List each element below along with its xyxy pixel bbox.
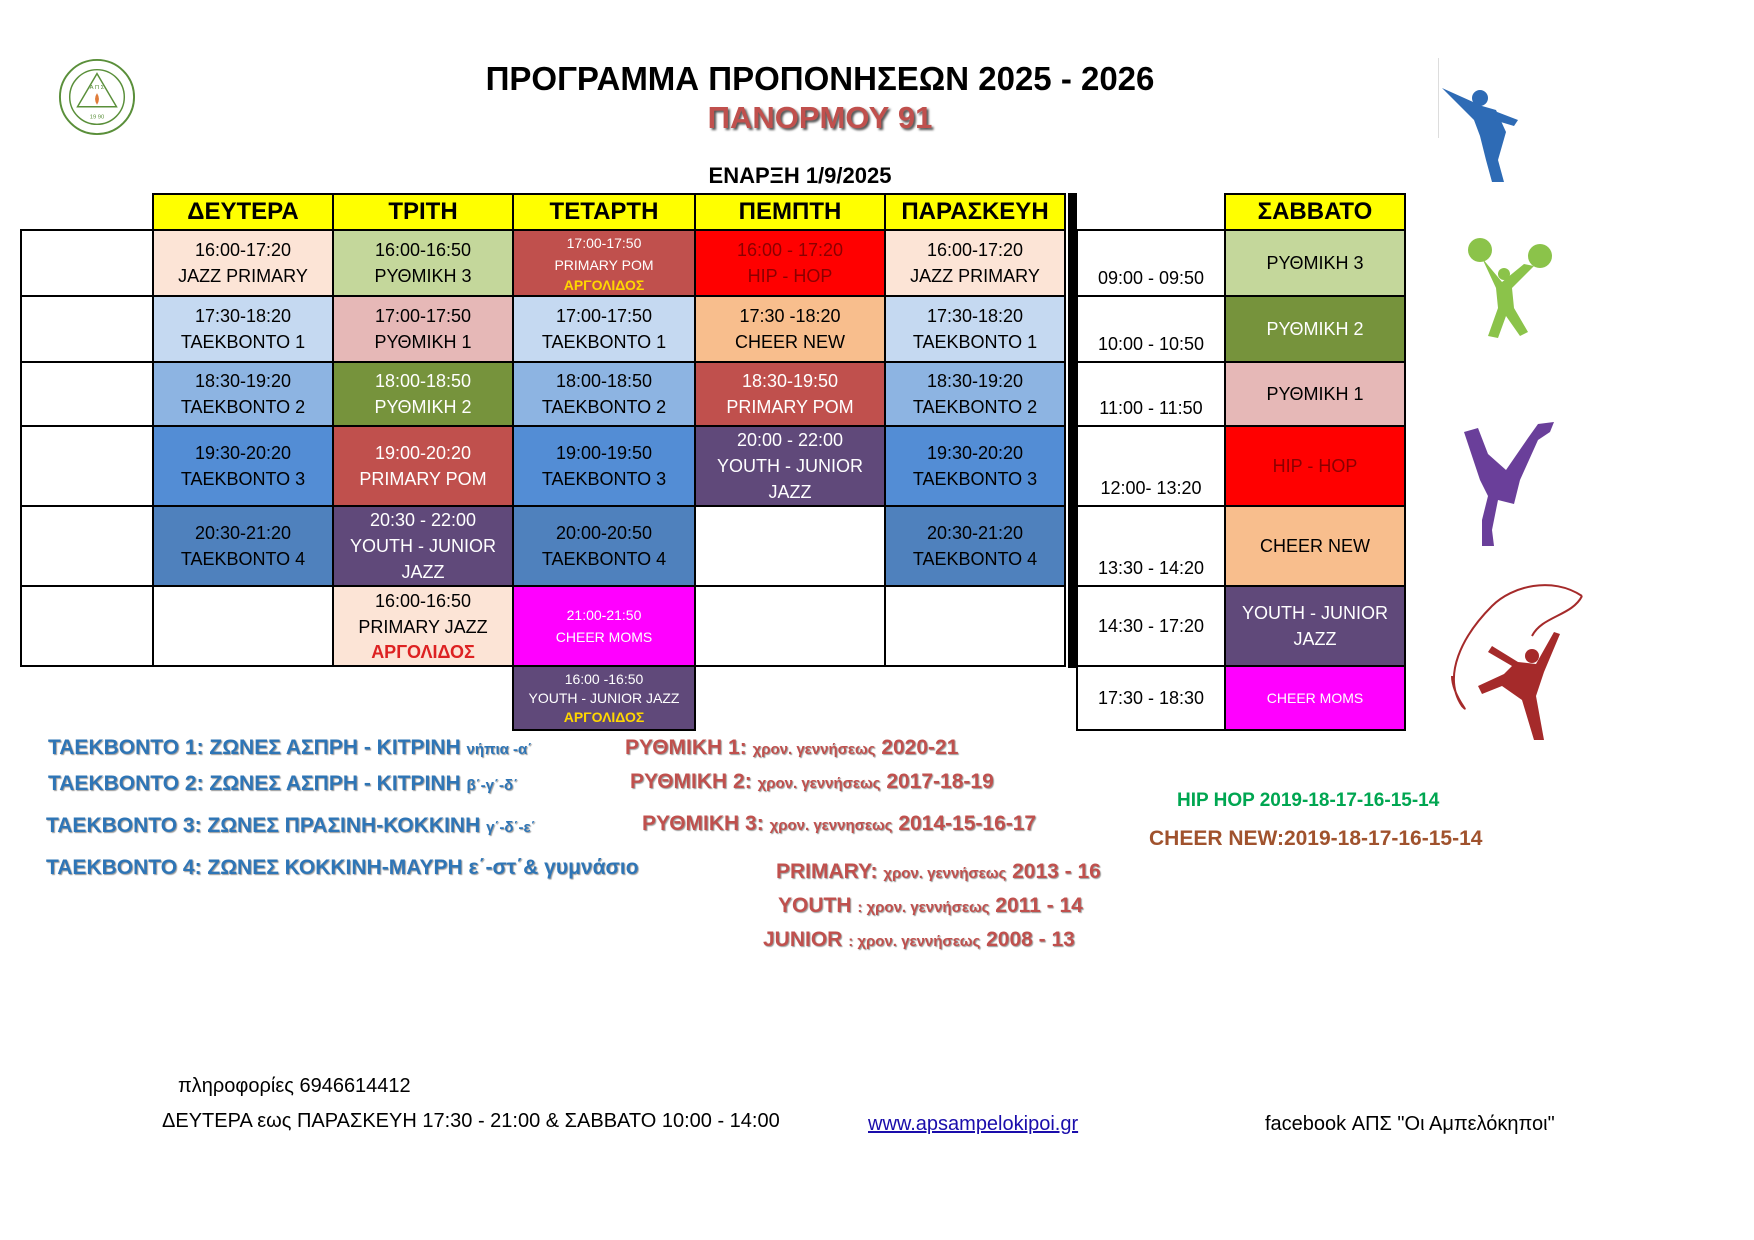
location-note: ΑΡΓΟΛΙΔΟΣ — [563, 277, 645, 293]
day-header-thursday: ΠΕΜΠΤΗ — [694, 193, 886, 231]
legend-cheer-new: CHEER NEW:2019-18-17-16-15-14 — [1149, 827, 1483, 850]
class-time: 18:00-18:50 — [555, 371, 653, 391]
class-time: 19:30-20:20 — [926, 443, 1024, 463]
class-name: YOUTH - JUNIOR — [717, 456, 863, 476]
saturday-time: 10:00 - 10:50 — [1076, 295, 1226, 363]
class-name: ΤΑΕΚΒΟΝΤΟ 3 — [912, 469, 1038, 489]
class-name: PRIMARY POM — [359, 469, 487, 489]
schedule-cell — [694, 425, 886, 507]
saturday-time: 12:00- 13:20 — [1076, 425, 1226, 507]
class-time: 20:00-20:50 — [555, 523, 653, 543]
class-name: YOUTH - JUNIOR JAZZ — [528, 690, 680, 706]
class-time: 17:30-18:20 — [194, 306, 292, 326]
cheerleader-silhouette-icon — [1462, 236, 1554, 340]
row-label — [20, 585, 154, 667]
class-time: 17:00-17:50 — [374, 306, 472, 326]
schedule-cell — [512, 295, 696, 363]
class-name-2: JAZZ — [768, 482, 812, 502]
class-time: 16:00 -16:50 — [564, 671, 644, 687]
class-time: 20:30-21:20 — [926, 523, 1024, 543]
schedule-cell — [332, 295, 514, 363]
class-name: ΡΥΘΜΙΚΗ 1 — [374, 332, 472, 352]
class-name-2: JAZZ — [401, 562, 445, 582]
class-name: ΤΑΕΚΒΟΝΤΟ 3 — [541, 469, 667, 489]
logo-year: 19 90 — [89, 114, 105, 121]
location-note: ΑΡΓΟΛΙΔΟΣ — [371, 642, 475, 662]
class-name-2: JAZZ — [1293, 629, 1337, 649]
class-time: 17:00-17:50 — [566, 235, 642, 251]
row-label — [20, 229, 154, 297]
club-logo — [58, 58, 136, 136]
schedule-cell — [332, 585, 514, 667]
class-time: 17:30-18:20 — [926, 306, 1024, 326]
class-name: ΡΥΘΜΙΚΗ 3 — [374, 266, 472, 286]
schedule-cell — [512, 505, 696, 587]
start-date: ΕΝΑΡΞΗ 1/9/2025 — [708, 163, 892, 188]
row-label — [20, 361, 154, 427]
class-time: 20:30-21:20 — [194, 523, 292, 543]
schedule-cell — [152, 505, 334, 587]
schedule-cell — [152, 229, 334, 297]
saturday-class — [1224, 585, 1406, 667]
schedule-cell — [332, 229, 514, 297]
legend-junior: JUNIOR : χρον. γεννήσεως 2008 - 13 — [763, 928, 1075, 951]
class-name: HIP - HOP — [747, 266, 833, 286]
class-name: ΤΑΕΚΒΟΝΤΟ 2 — [180, 397, 306, 417]
row-label — [20, 505, 154, 587]
saturday-class: ΡΥΘΜΙΚΗ 3 — [1224, 229, 1406, 297]
saturday-time: 17:30 - 18:30 — [1076, 665, 1226, 731]
class-time: 17:00-17:50 — [555, 306, 653, 326]
class-name: CHEER MOMS — [555, 629, 653, 645]
class-name: YOUTH - JUNIOR — [350, 536, 496, 556]
class-time: 20:30 - 22:00 — [369, 510, 477, 530]
row-label — [20, 295, 154, 363]
class-time: 18:30-19:20 — [926, 371, 1024, 391]
schedule-cell-empty — [152, 585, 334, 667]
schedule-cell — [152, 361, 334, 427]
class-time: 16:00-17:20 — [194, 240, 292, 260]
taekwondo-silhouette-icon — [1440, 70, 1530, 185]
schedule-cell-empty — [694, 505, 886, 587]
schedule-cell — [332, 425, 514, 507]
saturday-class: ΡΥΘΜΙΚΗ 2 — [1224, 295, 1406, 363]
schedule-cell — [884, 505, 1066, 587]
day-header-friday: ΠΑΡΑΣΚΕΥΗ — [884, 193, 1066, 231]
class-name: ΡΥΘΜΙΚΗ 2 — [374, 397, 472, 417]
legend-rhythmic-1: ΡΥΘΜΙΚΗ 1: χρον. γεννήσεως 2020-21 — [625, 736, 959, 759]
schedule-cell-empty — [884, 585, 1066, 667]
class-name: ΤΑΕΚΒΟΝΤΟ 1 — [180, 332, 306, 352]
saturday-time: 09:00 - 09:50 — [1076, 229, 1226, 297]
row-label — [20, 425, 154, 507]
saturday-time: 11:00 - 11:50 — [1076, 361, 1226, 427]
class-name: CHEER NEW — [734, 332, 845, 352]
class-name: ΤΑΕΚΒΟΝΤΟ 4 — [541, 549, 667, 569]
hiphop-dancer-silhouette-icon — [1458, 420, 1556, 550]
class-time: 16:00-16:50 — [374, 591, 472, 611]
info-phone: πληροφορίες 6946614412 — [178, 1075, 411, 1097]
schedule-cell — [694, 295, 886, 363]
legend-taekwondo-2: ΤΑΕΚΒΟΝΤΟ 2: ΖΩΝΕΣ ΑΣΠΡΗ - ΚΙΤΡΙΝΗ β΄-γ΄-δ΄ — [48, 772, 519, 795]
saturday-time: 13:30 - 14:20 — [1076, 505, 1226, 587]
schedule-cell — [884, 295, 1066, 363]
page-title: ΠΡΟΓΡΑΜΜΑ ΠΡΟΠΟΝΗΣΕΩΝ 2025 - 2026 — [485, 60, 1155, 97]
class-time: 18:00-18:50 — [374, 371, 472, 391]
class-name: PRIMARY POM — [726, 397, 854, 417]
class-name: PRIMARY POM — [554, 257, 654, 273]
rhythmic-gymnast-ribbon-icon — [1432, 576, 1602, 746]
schedule-cell — [332, 505, 514, 587]
legend-rhythmic-2: ΡΥΘΜΙΚΗ 2: χρον. γεννήσεως 2017-18-19 — [630, 770, 994, 793]
class-name: ΤΑΕΚΒΟΝΤΟ 1 — [541, 332, 667, 352]
class-name: JAZZ PRIMARY — [178, 266, 308, 286]
legend-youth: YOUTH : χρον. γεννήσεως 2011 - 14 — [778, 894, 1083, 917]
schedule-cell — [884, 361, 1066, 427]
schedule-cell — [512, 229, 696, 297]
legend-hiphop: HIP HOP 2019-18-17-16-15-14 — [1177, 790, 1440, 811]
schedule-cell — [694, 361, 886, 427]
day-header-wednesday: ΤΕΤΑΡΤΗ — [512, 193, 696, 231]
class-time: 17:30 -18:20 — [739, 306, 841, 326]
logo-letters: Α Π Σ — [89, 85, 105, 92]
schedule-cell-empty — [694, 585, 886, 667]
divider-line — [1438, 58, 1439, 138]
schedule-cell — [694, 229, 886, 297]
class-time: 20:00 - 22:00 — [736, 430, 844, 450]
website-link[interactable]: www.apsampelokipoi.gr — [868, 1113, 1079, 1135]
day-header-tuesday: ΤΡΙΤΗ — [332, 193, 514, 231]
schedule-cell — [512, 665, 696, 731]
schedule-cell — [512, 361, 696, 427]
legend-taekwondo-3: ΤΑΕΚΒΟΝΤΟ 3: ΖΩΝΕΣ ΠΡΑΣΙΝΗ-ΚΟΚΚΙΝΗ γ΄-δ΄-ε΄ — [46, 814, 536, 837]
class-name: JAZZ PRIMARY — [910, 266, 1040, 286]
saturday-class: HIP - HOP — [1224, 425, 1406, 507]
facebook-page: facebook ΑΠΣ "Οι Αμπελόκηποι" — [1265, 1113, 1555, 1135]
class-name: ΤΑΕΚΒΟΝΤΟ 4 — [912, 549, 1038, 569]
day-header-monday: ΔΕΥΤΕΡΑ — [152, 193, 334, 231]
schedule-cell — [884, 229, 1066, 297]
schedule-cell — [152, 295, 334, 363]
schedule-cell — [332, 361, 514, 427]
page-subtitle: ΠΑΝΟΡΜΟΥ 91 — [707, 100, 933, 135]
legend-taekwondo-4: ΤΑΕΚΒΟΝΤΟ 4: ΖΩΝΕΣ ΚΟΚΚΙΝΗ-ΜΑΥΡΗ ε΄-στ΄& γυμνάσιο — [46, 856, 639, 879]
class-time: 19:00-19:50 — [555, 443, 653, 463]
class-name: ΤΑΕΚΒΟΝΤΟ 2 — [541, 397, 667, 417]
class-name: ΤΑΕΚΒΟΝΤΟ 1 — [912, 332, 1038, 352]
schedule-cell — [512, 425, 696, 507]
legend-taekwondo-1: ΤΑΕΚΒΟΝΤΟ 1: ΖΩΝΕΣ ΑΣΠΡΗ - ΚΙΤΡΙΝΗ νήπια -α΄ — [48, 736, 533, 759]
class-name: ΤΑΕΚΒΟΝΤΟ 4 — [180, 549, 306, 569]
class-time: 16:00-16:50 — [374, 240, 472, 260]
saturday-class: CHEER MOMS — [1224, 665, 1406, 731]
schedule-cell — [884, 425, 1066, 507]
saturday-class: ΡΥΘΜΙΚΗ 1 — [1224, 361, 1406, 427]
legend-primary: PRIMARY: χρον. γεννήσεως 2013 - 16 — [776, 860, 1101, 883]
class-time: 19:30-20:20 — [194, 443, 292, 463]
class-time: 21:00-21:50 — [566, 607, 642, 623]
class-name: ΤΑΕΚΒΟΝΤΟ 3 — [180, 469, 306, 489]
class-name: PRIMARY JAZZ — [358, 617, 488, 637]
class-name: ΤΑΕΚΒΟΝΤΟ 2 — [912, 397, 1038, 417]
saturday-time: 14:30 - 17:20 — [1076, 585, 1226, 667]
legend-rhythmic-3: ΡΥΘΜΙΚΗ 3: χρον. γεννησεως 2014-15-16-17 — [642, 812, 1037, 835]
class-time: 19:00-20:20 — [374, 443, 472, 463]
class-time: 16:00 - 17:20 — [736, 240, 844, 260]
class-time: 16:00-17:20 — [926, 240, 1024, 260]
class-name: YOUTH - JUNIOR — [1242, 603, 1388, 623]
class-time: 18:30-19:50 — [741, 371, 839, 391]
class-time: 18:30-19:20 — [194, 371, 292, 391]
saturday-class: CHEER NEW — [1224, 505, 1406, 587]
location-note: ΑΡΓΟΛΙΔΟΣ — [563, 709, 645, 725]
opening-hours: ΔΕΥΤΕΡΑ εως ΠΑΡΑΣΚΕΥΗ 17:30 - 21:00 & ΣΑΒΒΑΤΟ 10:00 - 14:00 — [162, 1110, 780, 1132]
schedule-cell — [512, 585, 696, 667]
day-header-saturday: ΣΑΒΒΑΤΟ — [1224, 193, 1406, 231]
schedule-cell — [152, 425, 334, 507]
